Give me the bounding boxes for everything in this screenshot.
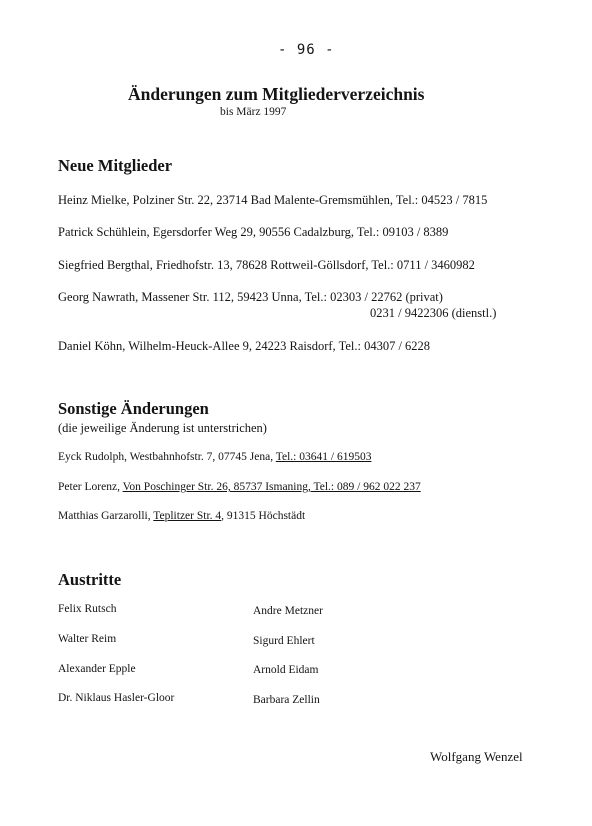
new-member-entry: Heinz Mielke, Polziner Str. 22, 23714 Bad Malente-Gremsmühlen, Tel.: 04523 / 7815 [58,193,488,207]
change-entry-text: Eyck Rudolph, Westbahnhofstr. 7, 07745 Jena, [58,451,276,463]
section-heading-sonstige-aenderungen: Sonstige Änderungen [58,399,209,418]
page-subtitle: bis März 1997 [220,106,287,118]
withdrawn-member: Barbara Zellin [253,694,320,706]
change-entry [58,451,371,463]
section-note: (die jeweilige Änderung ist unterstrichen) [58,421,267,435]
withdrawn-member: Alexander Epple [58,663,136,675]
change-entry [58,510,305,522]
new-member-entry: Patrick Schühlein, Egersdorfer Weg 29, 90556 Cadalzburg, Tel.: 09103 / 8389 [58,225,449,239]
new-member-entry: Daniel Köhn, Wilhelm-Heuck-Allee 9, 24223 Raisdorf, Tel.: 04307 / 6228 [58,339,431,353]
change-entry-underlined: Tel.: 03641 / 619503 [275,451,372,463]
withdrawn-member: Felix Rutsch [58,603,117,615]
new-member-entry: Siegfried Bergthal, Friedhofstr. 13, 78628 Rottweil-Göllsdorf, Tel.: 0711 / 3460982 [58,258,475,272]
change-entry-text: Matthias Garzarolli, [58,510,154,522]
withdrawn-member: Arnold Eidam [253,664,319,676]
change-entry-underlined: Von Poschinger Str. 26, 85737 Ismaning, Tel.: 089 / 962 022 237 [122,481,421,493]
page-number: - 96 - [278,42,335,58]
withdrawn-member: Andre Metzner [253,605,323,617]
new-member-entry-continuation: 0231 / 9422306 (dienstl.) [370,306,497,320]
withdrawn-member: Walter Reim [58,633,117,645]
section-heading-austritte: Austritte [58,570,122,589]
signature: Wolfgang Wenzel [430,749,523,764]
section-heading-neue-mitglieder: Neue Mitglieder [58,156,173,175]
change-entry [58,481,421,493]
withdrawn-member: Dr. Niklaus Hasler-Gloor [58,692,175,704]
withdrawn-member: Sigurd Ehlert [253,635,315,647]
change-entry-underlined: Teplitzer Str. 4 [153,510,222,522]
page-title: Änderungen zum Mitgliederverzeichnis [128,84,425,104]
change-entry-text: Peter Lorenz, [58,481,123,493]
change-entry-text: , 91315 Höchstädt [221,510,306,522]
new-member-entry: Georg Nawrath, Massener Str. 112, 59423 Unna, Tel.: 02303 / 22762 (privat) [58,290,443,304]
